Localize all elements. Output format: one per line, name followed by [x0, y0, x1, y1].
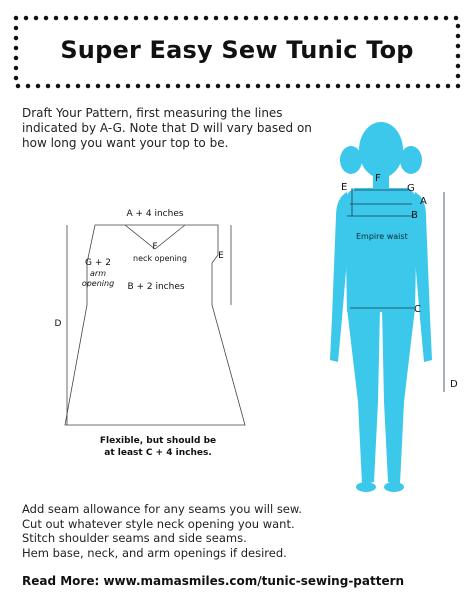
figure-label-c: C — [414, 304, 421, 315]
figure-label-f: F — [375, 173, 381, 184]
figure-empire-waist: Empire waist — [356, 232, 408, 241]
pattern-arm-bottom: opening — [81, 279, 115, 288]
instruction-line: Add seam allowance for any seams you will sew. — [22, 502, 302, 516]
read-more-link[interactable]: Read More: www.mamasmiles.com/tunic-sewing-pattern — [22, 574, 405, 588]
pattern-neck-letter: F — [152, 242, 158, 252]
figure-label-e: E — [341, 182, 348, 193]
pattern-side-label: E — [218, 251, 224, 261]
instruction-line: Hem base, neck, and arm openings if desired. — [22, 545, 287, 560]
pattern-body-width: B + 2 inches — [127, 282, 185, 292]
instruction-line: Cut out whatever style neck opening you want. — [22, 516, 295, 531]
pattern-diagram — [55, 205, 255, 435]
instructions — [22, 502, 452, 560]
body-figure — [322, 112, 467, 497]
pattern-hem-line1: Flexible, but should be — [99, 436, 217, 446]
instruction-line: Stitch shoulder seams and side seams. — [22, 531, 247, 545]
pattern-hem-line2: at least C + 4 inches. — [104, 448, 212, 458]
figure-label-g: G — [407, 183, 415, 194]
pattern-length-label: D — [54, 319, 62, 329]
title-box — [12, 14, 462, 90]
figure-label-d: D — [450, 379, 458, 390]
figure-label-a: A — [420, 196, 427, 207]
figure-label-b: B — [411, 210, 418, 221]
pattern-top-width: A + 4 inches — [126, 209, 184, 219]
intro-text: Draft Your Pattern, first measuring the lines indicated by A-G. Note that D will vary based on how long you want your top to be. — [22, 106, 312, 150]
pattern-arm-mid: arm — [90, 269, 106, 278]
pattern-arm-top: G + 2 — [85, 258, 111, 268]
pattern-neck-label: neck opening — [133, 254, 187, 263]
page-title: Super Easy Sew Tunic Top — [60, 36, 414, 64]
